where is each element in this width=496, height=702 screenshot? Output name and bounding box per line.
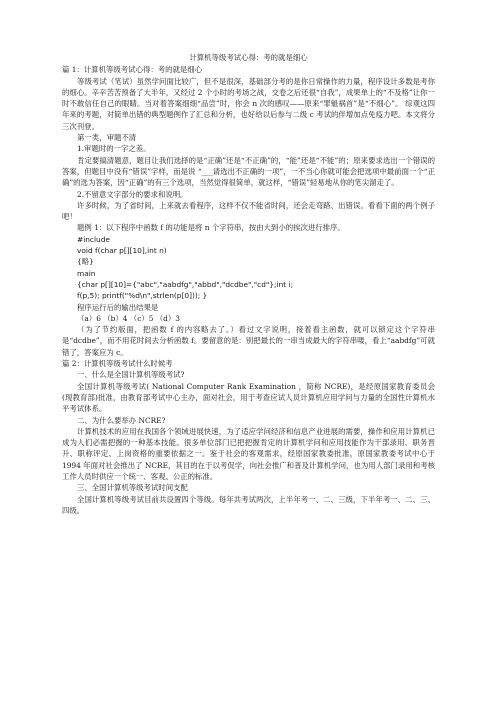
document-title: 计算机等级考试心得：考的就是细心 <box>189 53 308 62</box>
document-page <box>62 52 435 516</box>
paragraph: 一、什么是全国计算机等级考试? <box>77 370 185 380</box>
paragraph: 1.审题时的一字之差。 <box>77 144 151 154</box>
paragraph: 2.不留意文字部分的要求和说明。 <box>77 189 188 199</box>
paragraph: 肯定要搞清题意，题目让我们选择的是“正确”还是“不正确”的，“能”还是“不能”的；原来要求选出一个错误的答案，但题目中没有“错误”字样，而是说 “___请选出不正确的一项”，一不当心你就可能会把选项中最前面一个“正确”的选为答案，因“正确”的有三个选项，当然觉得很简单，就这样，“错误”轻易地从你的笔尖溜走了。 <box>62 155 435 188</box>
paragraph: 全国计算机等级考试目前共设置四个等级。每年共考试两次，上半年考一、二、三级，下半年考一、二、三、四级。 <box>62 494 435 515</box>
section-heading: 篇 1：计算机等级考试心得：考的就是细心 <box>62 65 203 75</box>
code-line: {略} <box>77 257 94 267</box>
paragraph: （为了节约版面，把函数 f 的内容略去了。）看过文字说明，接着看主函数，就可以锁定这个字符串是“dcdbe”，而不用花时间去分析函数 f。要留意的是：别把最长的一串当成最大的字符串喽，看上“aabdfg”可就错了，答案应为 c。 <box>62 325 435 357</box>
code-line: #include <box>77 234 110 244</box>
paragraph: 全国计算机等级考试( National Computer Rank Examination ，简称 NCRE)，是经原国家教育委员会(现教育部)批准，由教育部考试中心主办，面对社会，用于考查应试人员计算机应用学问与力量的全国性计算机水平考试体系。 <box>62 381 435 414</box>
code-line: f(p,5); printf("%d\n",strlen(p[0])); } <box>77 291 208 301</box>
code-line: main <box>77 268 96 278</box>
code-line: void f(char p[][10],int n) <box>77 246 167 256</box>
code-line: {char p[][10]={"abc","aabdfg","abbd","dcdbe","cd"};int i; <box>77 279 294 289</box>
paragraph: 题例 1：以下程序中函数 f 的功能是将 n 个字符串，按由大到小的挨次进行排序。 <box>77 223 345 233</box>
paragraph: 二、为什么要举办 NCRE? <box>77 415 166 425</box>
section-heading: 篇 2：计算机等级考试什么时候考 <box>62 359 173 369</box>
paragraph: （a）6 （b）4 （c）5 （d）3 <box>77 313 180 323</box>
paragraph: 等级考试（笔试）虽然学问面比较广，但不是很深，基础部分考的是你日常操作的力量，程序设计多数是考你的细心。辛辛苦苦预备了大半年，又经过 2 个小时的考场之战，交卷之后还很“自我”，成果单上的“不及格”让你一时不敢信任自己的眼睛。当对着答案细细“品尝”时，你会 n 次的感叹——原来“罪魁祸首”是“不细心”。 综观这四年来的考题，对简单出错的典型题例作了汇总和分析，也好给以后参与二级 c 考试的伴增加点免疫力吧。本文将分三次刊登。 <box>62 76 435 131</box>
paragraph: 程序运行后的输出结果是 <box>77 302 159 312</box>
paragraph: 三、全国计算机等级考试时间支配 <box>77 483 188 493</box>
document-body <box>62 64 435 516</box>
paragraph: 第一类，审题不清 <box>77 133 137 143</box>
paragraph: 计算机技术的应用在我国各个领域进展快速，为了适应学问经济和信息产业进展的需要，操作和应用计算机已成为人们必需把握的一种基本技能。很多单位部门已把把握肯定的计算机学问和应用技能作为干部录用、职务晋升、职称评定、上岗资格的重要依据之一。鉴于社会的客观需求，经原国家教委批准，原国家教委考试中心于 1994 年面对社会推出了 NCRE，其目的在于以考促学，向社会推广和普及计算机学问，也为用人部门录用和考核工作人员时供应一个统一、客观、公正的标准。 <box>62 426 435 481</box>
paragraph: 许多时候，为了省时间，上来就去看程序，这样不仅不能省时间，还会走弯路、出错误。看看下面的两个例子吧！ <box>62 200 435 222</box>
